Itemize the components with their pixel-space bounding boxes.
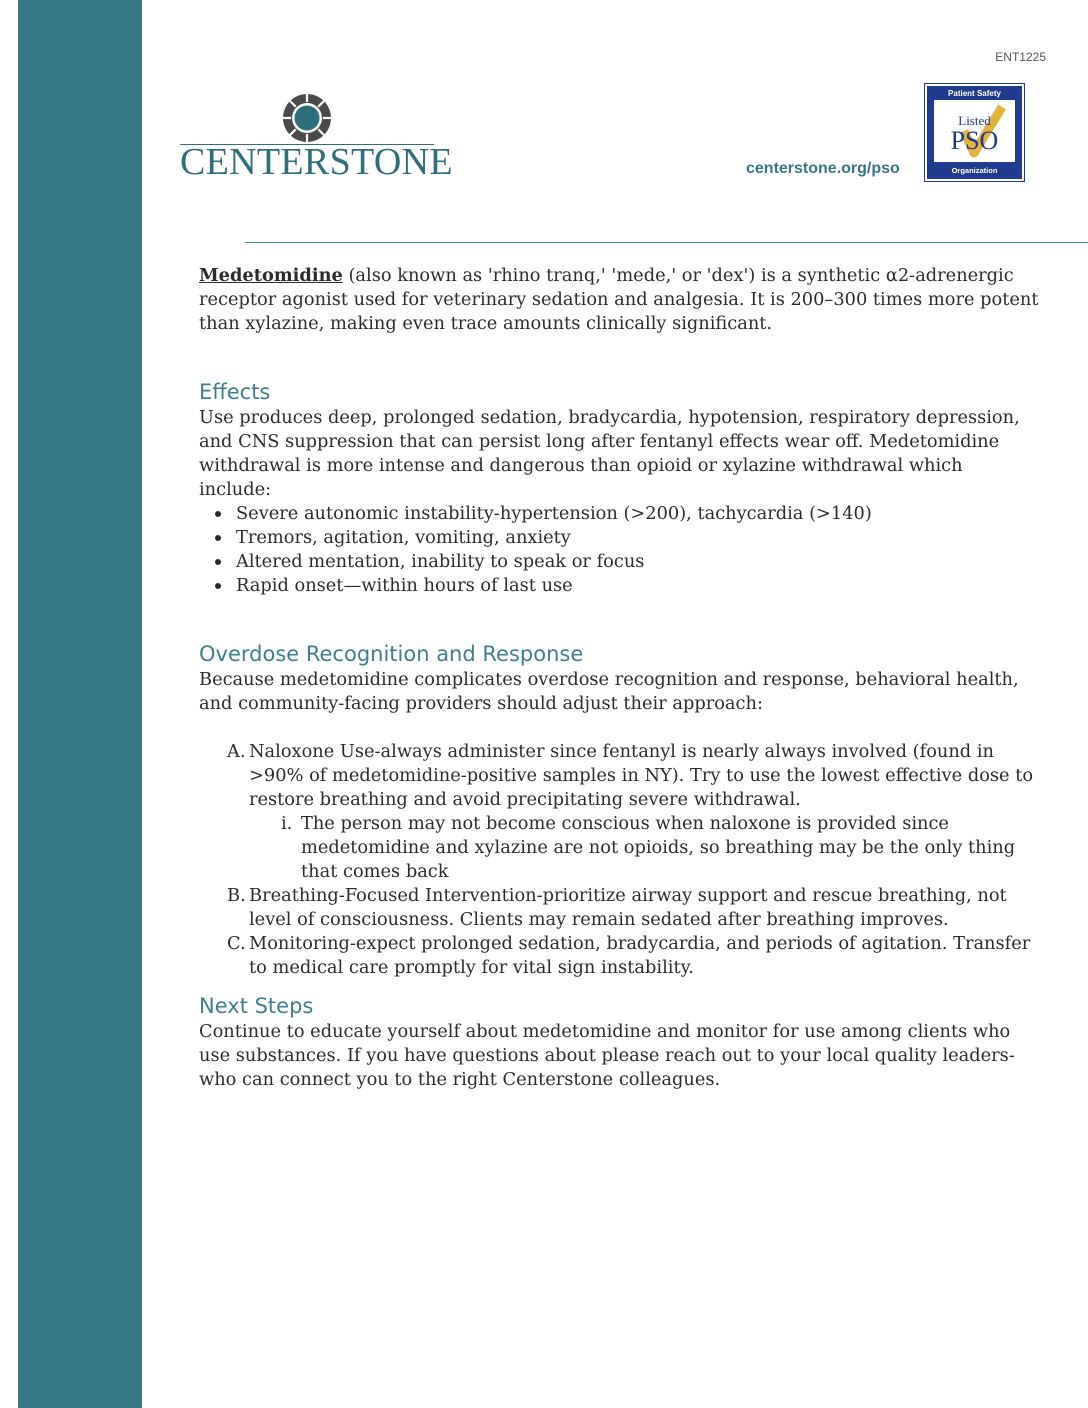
effects-heading: Effects <box>199 380 271 404</box>
document-code: ENT1225 <box>995 50 1046 64</box>
overdose-steps <box>227 740 1039 980</box>
substep-text: The person may not become conscious when naloxone is provided since medetomidine and xylazine are not opioids, so breathing may be the only thing that comes back <box>301 813 1016 882</box>
bullet-item: Tremors, agitation, vomiting, anxiety <box>236 526 1039 550</box>
step-item <box>227 884 1039 932</box>
substep-item <box>249 812 1039 884</box>
substep-number: i. <box>281 813 293 834</box>
left-accent-bar <box>18 0 142 1408</box>
intro-paragraph <box>199 264 1039 336</box>
step-item <box>227 932 1039 980</box>
badge-bottom-text: Organization <box>951 166 998 175</box>
overdose-section <box>199 640 1039 980</box>
effects-section <box>199 378 1039 598</box>
effects-bullet-list <box>199 502 1039 598</box>
next-steps-heading: Next Steps <box>199 994 314 1018</box>
next-steps-body: Continue to educate yourself about medetomidine and monitor for use among clients who use substances. If you have questions about please reach out to your local quality leaders- who can connect you to the right Centerstone colleagues. <box>199 1021 1015 1090</box>
step-letter: C. <box>227 933 246 954</box>
overdose-heading: Overdose Recognition and Response <box>199 642 584 666</box>
document-body <box>199 264 1039 1092</box>
pso-badge <box>924 83 1025 182</box>
effects-body: Use produces deep, prolonged sedation, bradycardia, hypotension, respiratory depression, and CNS suppression that can persist long after fentanyl effects wear off. Medetomidine withdrawal is more intense and dangerous than opioid or xylazine withdrawal which include: <box>199 407 1020 500</box>
badge-listed-text: Listed <box>958 113 991 128</box>
centerstone-logo <box>180 90 453 183</box>
centerstone-logo-icon <box>281 92 333 144</box>
step-text: Naloxone Use-always administer since fentanyl is nearly always involved (found in >90% of medetomidine-positive samples in NY). Try to use the lowest effective dose to restore breathing and avoid precipitating severe withdrawal. <box>249 741 1034 810</box>
intro-text: (also known as 'rhino tranq,' 'mede,' or 'dex') is a synthetic α2-adrenergic receptor agonist used for veterinary sedation and analgesia. It is 200–300 times more potent than xylazine, making even trace amounts clinically significant. <box>199 265 1039 334</box>
overdose-body: Because medetomidine complicates overdose recognition and response, behavioral health, and community-facing providers should adjust their approach: <box>199 669 1019 714</box>
logo-wordmark: CENTERSTONE <box>180 141 453 183</box>
intro-term: Medetomidine <box>199 265 343 286</box>
bullet-item: Severe autonomic instability-hypertension (>200), tachycardia (>140) <box>236 502 1039 526</box>
step-letter: A. <box>227 741 246 762</box>
badge-pso-text: PSO <box>950 126 999 155</box>
next-steps-section <box>199 992 1039 1092</box>
step-text: Monitoring-expect prolonged sedation, bradycardia, and periods of agitation. Transfer to medical care promptly for vital sign instability. <box>249 933 1031 978</box>
bullet-item: Rapid onset—within hours of last use <box>236 574 1039 598</box>
bullet-item: Altered mentation, inability to speak or focus <box>236 550 1039 574</box>
site-link[interactable]: centerstone.org/pso <box>746 160 900 177</box>
header-divider <box>245 242 1088 243</box>
step-letter: B. <box>227 885 246 906</box>
step-text: Breathing-Focused Intervention-prioritize airway support and rescue breathing, not level of consciousness. Clients may remain sedated after breathing improves. <box>249 885 1007 930</box>
step-item <box>227 740 1039 884</box>
badge-top-text: Patient Safety <box>948 89 1001 98</box>
